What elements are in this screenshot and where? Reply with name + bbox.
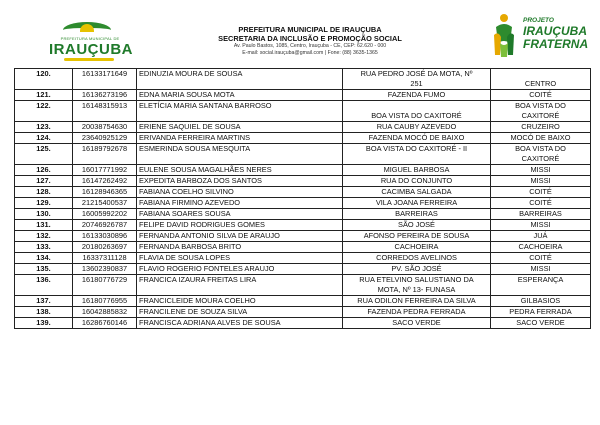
beneficiary-name: FRANCICLEIDE MOURA COELHO [137,296,343,307]
locality-line: CACHOEIRA [518,242,563,251]
address-line: RUA DO CONJUNTO [380,176,453,185]
address-line [345,101,488,111]
beneficiary-name: FERNANDA ANTONIO SILVA DE ARAUJO [137,231,343,242]
row-number: 137. [15,296,73,307]
locality-line: CRUZEIRO [521,122,560,131]
address-line: RUA CAUBY AZEVEDO [376,122,457,131]
row-number: 130. [15,209,73,220]
project-logo [492,13,592,63]
beneficiary-name: ERIVANDA FERREIRA MARTINS [137,133,343,144]
beneficiary-name: EDNA MARIA SOUSA MOTA [137,90,343,101]
locality-line: BARREIRAS [519,209,562,218]
locality-line: CAXITORÉ [521,154,560,163]
nis-number: 16148315913 [73,101,137,122]
beneficiary-name: FERNANDA BARBOSA BRITO [137,242,343,253]
logo-project-label: PROJETO [523,17,554,24]
table-row [15,264,591,275]
address-line: FAZENDA FUMO [387,90,446,99]
nis-number: 16133171649 [73,69,137,90]
header-text-block [190,25,430,57]
table-row [15,122,591,133]
table-row [15,133,591,144]
table-row [15,165,591,176]
logo-subtitle: PREFEITURA MUNICIPAL DE [60,36,120,41]
beneficiary-name: FABIANA FIRMINO AZEVEDO [137,198,343,209]
locality-cell [491,318,591,329]
row-number: 129. [15,198,73,209]
address-cell [343,90,491,101]
beneficiary-name: FRANCICA IZAURA FREITAS LIRA [137,275,343,296]
table-row [15,69,591,90]
locality-line: BOA VISTA DO [515,101,566,110]
header-address: Av. Paulo Bastos, 1085, Centro, Irauçuba - CE, CEP: 62.620 - 000 [233,43,387,49]
row-number: 138. [15,307,73,318]
locality-line: GILBASIOS [520,296,561,305]
row-number: 134. [15,253,73,264]
nis-number: 21215400537 [73,198,137,209]
row-number: 121. [15,90,73,101]
nis-number: 20746926787 [73,220,137,231]
address-cell [343,176,491,187]
beneficiary-name: FABIANA SOARES SOUSA [137,209,343,220]
address-cell [343,133,491,144]
beneficiary-name: ELETÍCIA MARIA SANTANA BARROSO [137,101,343,122]
document-header [0,0,600,66]
nis-number: 16017771992 [73,165,137,176]
table-row [15,198,591,209]
beneficiary-name: EDINUZIA MOURA DE SOUSA [137,69,343,90]
locality-line: BOA VISTA DO [515,144,566,153]
nis-number: 16147262492 [73,176,137,187]
address-cell [343,69,491,90]
locality-cell [491,101,591,122]
row-number: 120. [15,69,73,90]
address-cell [343,198,491,209]
beneficiary-name: EXPEDITA BARBOZA DOS SANTOS [137,176,343,187]
nis-number: 16042885832 [73,307,137,318]
address-cell [343,264,491,275]
header-contact: E-mail: social.irauçuba@gmail.com | Fone: (88) 3635-1365 [242,50,378,56]
logo-project-name-2: FRATERNA [523,37,589,51]
address-cell [343,242,491,253]
logo-project-name-1: IRAUÇUBA [523,24,587,38]
row-number: 127. [15,176,73,187]
locality-line: COITÉ [529,90,552,99]
locality-line: ESPERANÇA [517,275,564,284]
table-row [15,144,591,165]
beneficiary-name: FLAVIO ROGERIO FONTELES ARAUJO [137,264,343,275]
row-number: 139. [15,318,73,329]
address-line: MIGUEL BARBOSA [383,165,450,174]
locality-cell [491,90,591,101]
locality-line: MISSI [530,176,551,185]
address-line: FAZENDA MOCÓ DE BAIXO [368,133,465,142]
locality-line: MISSI [530,220,551,229]
locality-cell [491,253,591,264]
locality-cell [491,133,591,144]
locality-line: JUÁ [533,231,548,240]
locality-line: COITÉ [529,198,552,207]
locality-line: SACO VERDE [516,318,565,327]
row-number: 136. [15,275,73,296]
address-cell [343,144,491,165]
locality-cell [491,307,591,318]
address-line: PV. SÃO JOSÉ [391,264,442,273]
address-line: BOA VISTA DO CAXITORÉ - II [365,144,468,153]
address-line: BARREIRAS [395,209,438,218]
locality-cell [491,242,591,253]
beneficiary-name: ERIENE SAQUIEL DE SOUSA [137,122,343,133]
address-line: RUA ODILON FERREIRA DA SILVA [357,296,476,305]
address-line: CACIMBA SALGADA [381,187,452,196]
people-icon [492,13,516,57]
locality-line: CENTRO [524,79,557,88]
address-cell [343,165,491,176]
municipality-logo [40,20,140,60]
beneficiary-name: FRANCILENE DE SOUZA SILVA [137,307,343,318]
address-line: 251 [410,79,423,88]
row-number: 133. [15,242,73,253]
address-line: VILA JOANA FERREIRA [375,198,458,207]
table-row [15,242,591,253]
locality-cell [491,231,591,242]
address-line: BOA VISTA DO CAXITORÉ [371,111,462,120]
beneficiary-name: FELIPE DAVID RODRIGUES GOMES [137,220,343,231]
nis-number: 16136273196 [73,90,137,101]
beneficiary-name: FABIANA COELHO SILVINO [137,187,343,198]
locality-line: PEDRA FERRADA [509,307,572,316]
locality-line [493,285,588,295]
address-line: SACO VERDE [392,318,441,327]
header-title: PREFEITURA MUNICIPAL DE IRAUÇUBA [238,25,382,34]
address-line: CACHOEIRA [394,242,439,251]
address-cell [343,275,491,296]
row-number: 131. [15,220,73,231]
row-number: 135. [15,264,73,275]
address-cell [343,122,491,133]
nis-number: 16133030896 [73,231,137,242]
nis-number: 16189792678 [73,144,137,165]
address-cell [343,253,491,264]
nis-number: 20180263697 [73,242,137,253]
row-number: 124. [15,133,73,144]
table-row [15,275,591,296]
beneficiaries-table [14,68,591,329]
locality-cell [491,264,591,275]
locality-cell [491,209,591,220]
locality-cell [491,176,591,187]
locality-cell [491,69,591,90]
locality-cell [491,220,591,231]
address-line: RUA PEDRO JOSÉ DA MOTA, Nº [360,69,473,78]
locality-line: COITÉ [529,187,552,196]
address-cell [343,101,491,122]
logo-name: IRAUÇUBA [49,41,133,58]
locality-line: MISSI [530,264,551,273]
table-row [15,90,591,101]
row-number: 128. [15,187,73,198]
nis-number: 16180776955 [73,296,137,307]
table-row [15,307,591,318]
nis-number: 13602390837 [73,264,137,275]
row-number: 125. [15,144,73,165]
address-line: FAZENDA PEDRA FERRADA [367,307,466,316]
address-cell [343,209,491,220]
row-number: 122. [15,101,73,122]
nis-number: 20038754630 [73,122,137,133]
address-cell [343,187,491,198]
beneficiary-name: FLAVIA DE SOUSA LOPES [137,253,343,264]
nis-number: 16005992202 [73,209,137,220]
locality-line: MISSI [530,165,551,174]
locality-cell [491,198,591,209]
address-cell [343,307,491,318]
locality-cell [491,144,591,165]
nis-number: 23640925129 [73,133,137,144]
table-row [15,101,591,122]
address-line: AFONSO PEREIRA DE SOUSA [363,231,470,240]
table-row [15,209,591,220]
locality-line: COITÉ [529,253,552,262]
nis-number: 16180776729 [73,275,137,296]
address-cell [343,220,491,231]
nis-number: 16286760146 [73,318,137,329]
table-row [15,296,591,307]
address-cell [343,296,491,307]
nis-number: 16337311128 [73,253,137,264]
locality-cell [491,165,591,176]
locality-line [493,69,588,79]
locality-cell [491,275,591,296]
address-line: MOTA, Nº 13- FUNASA [377,285,456,294]
table-row [15,176,591,187]
address-line: CORREDOS AVELINOS [376,253,457,262]
address-line: RUA ETELVINO SALUSTIANO DA [359,275,474,284]
locality-cell [491,122,591,133]
locality-line: CAXITORÉ [521,111,560,120]
nis-number: 16128946365 [73,187,137,198]
row-number: 132. [15,231,73,242]
table-row [15,318,591,329]
beneficiary-name: FRANCISCA ADRIANA ALVES DE SOUSA [137,318,343,329]
address-cell [343,231,491,242]
beneficiary-name: EULENE SOUSA MAGALHÃES NERES [137,165,343,176]
table-row [15,231,591,242]
table-row [15,253,591,264]
locality-line: MOCÓ DE BAIXO [510,133,571,142]
beneficiary-name: ESMERINDA SOUSA MESQUITA [137,144,343,165]
header-subtitle: SECRETARIA DA INCLUSÃO E PROMOÇÃO SOCIAL [218,34,402,43]
locality-cell [491,187,591,198]
table-row [15,187,591,198]
address-line: SÃO JOSÉ [398,220,435,229]
table-row [15,220,591,231]
row-number: 126. [15,165,73,176]
locality-cell [491,296,591,307]
address-cell [343,318,491,329]
row-number: 123. [15,122,73,133]
